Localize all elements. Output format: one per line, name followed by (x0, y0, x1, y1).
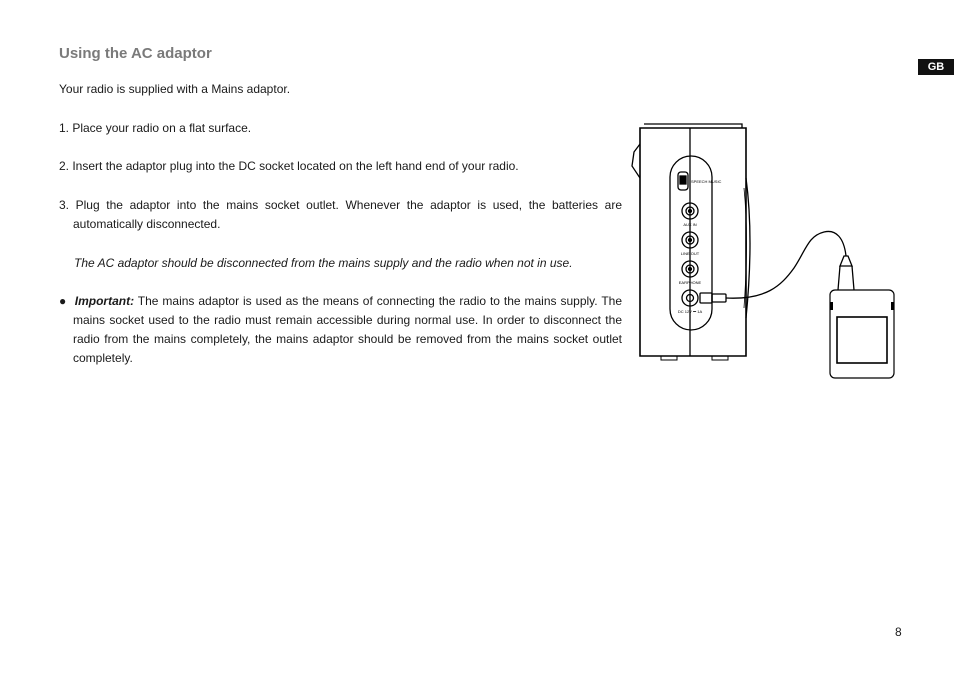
radio-side-view (632, 124, 750, 360)
page-title: Using the AC adaptor (59, 45, 212, 62)
mains-adaptor (830, 290, 894, 378)
important-text: The mains adaptor is used as the means of connecting the radio to the mains supply. The mains socket used to the radio must remain accessible during normal use. In order to disconnect the radio from the mains completely, the mains adaptor should be removed from the mains socket outlet completely. (73, 294, 622, 365)
ac-adaptor-illustration (626, 118, 901, 383)
language-tab-badge: GB (918, 59, 954, 75)
important-label: Important: (74, 294, 135, 308)
step-1: 1. Place your radio on a flat surface. (59, 121, 252, 135)
bullet: ● (59, 294, 67, 308)
step-2: 2. Insert the adaptor plug into the DC socket located on the left hand end of your radio. (59, 159, 519, 173)
aux-in-label: AUX IN (683, 222, 697, 227)
page-number: 8 (895, 625, 902, 639)
dc-label: DC 12V ⎓ 1A (677, 309, 703, 314)
disconnect-note: The AC adaptor should be disconnected from the mains supply and the radio when not in use. (74, 256, 573, 270)
line-out-label: LINE OUT (680, 251, 700, 256)
switch-label: SPEECH MUSIC (691, 179, 722, 184)
step-3: 3. Plug the adaptor into the mains socket outlet. Whenever the adaptor is used, the batteries are automatically disconnected. (59, 198, 622, 231)
earphone-label: EARPHONE (678, 280, 702, 285)
intro-paragraph: Your radio is supplied with a Mains adaptor. (59, 82, 291, 96)
important-paragraph (59, 292, 622, 368)
